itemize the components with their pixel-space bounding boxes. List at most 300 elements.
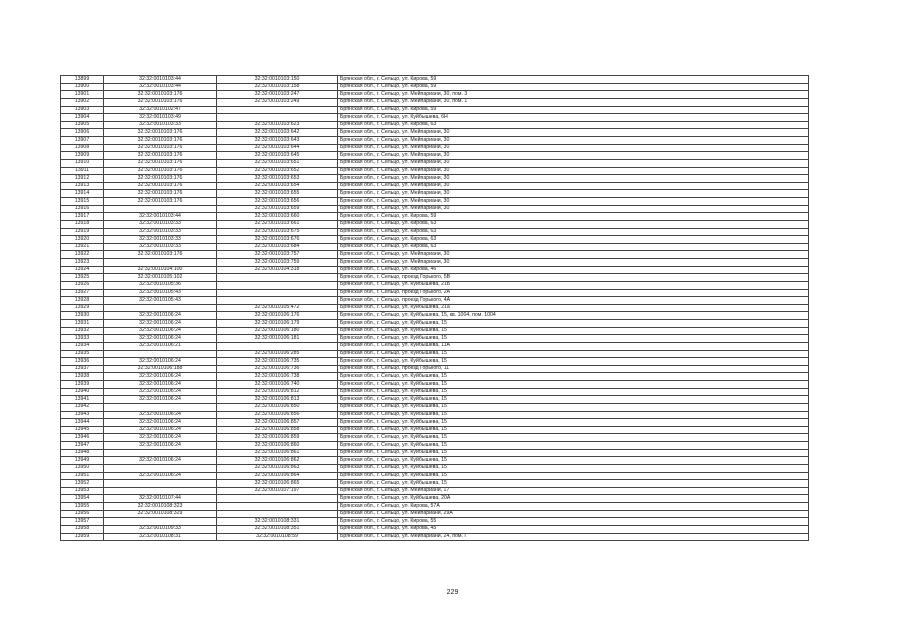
address-cell: Брянская обл., г. Сельцо, проезд Горького, 5В [338,274,809,282]
table-row [61,495,809,503]
address-cell: Брянская обл., г. Сельцо, ул. Куйбышева, 15 [338,373,809,381]
address-cell: Брянская обл., г. Сельцо, ул. Мейпариани, 30 [338,129,809,137]
address-cell: Брянская обл., г. Сельцо, ул. Куйбышева, 20А [338,495,809,503]
land-cadastral-number-cell [104,304,217,312]
row-number-cell: 13931 [61,320,104,328]
table-row [61,503,809,511]
row-number-cell: 13915 [61,198,104,206]
table-row [61,152,809,160]
table-row [61,464,809,472]
row-number-cell: 13926 [61,281,104,289]
land-cadastral-number-cell: 32:32:0010107:44 [104,495,217,503]
land-cadastral-number-cell: 32:32:0010106:21 [104,342,217,350]
table-row [61,480,809,488]
land-cadastral-number-cell: 32:32:0010106:24 [104,320,217,328]
table-body [61,76,809,541]
table-row [61,159,809,167]
table-row [61,426,809,434]
address-cell: Брянская обл., г. Сельцо, ул. Куйбышева, 15 [338,472,809,480]
page-number: 229 [446,589,459,596]
row-number-cell: 13949 [61,457,104,465]
object-cadastral-number-cell: 32:32:0010108:351 [217,525,338,533]
land-cadastral-number-cell: 32:32:0010103:44 [104,83,217,91]
object-cadastral-number-cell: 32:32:0010108:59 [217,533,338,541]
object-cadastral-number-cell [217,106,338,114]
address-cell: Брянская обл., г. Сельцо, ул. Кирова, 63 [338,220,809,228]
table-row [61,350,809,358]
row-number-cell: 13932 [61,327,104,335]
object-cadastral-number-cell: 32:32:0010103:158 [217,83,338,91]
row-number-cell: 13930 [61,312,104,320]
table-row [61,297,809,305]
object-cadastral-number-cell [217,297,338,305]
row-number-cell: 13952 [61,480,104,488]
object-cadastral-number-cell: 32:32:0010106:181 [217,335,338,343]
row-number-cell: 13928 [61,297,104,305]
land-cadastral-number-cell: 32:32:0010103:176 [104,91,217,99]
address-cell: Брянская обл., г. Сельцо, ул. Мейпариани, 30 [338,175,809,183]
land-cadastral-number-cell: 32:32:0010104:100 [104,266,217,274]
object-cadastral-number-cell [217,342,338,350]
row-number-cell: 13907 [61,137,104,145]
row-number-cell: 13957 [61,518,104,526]
address-cell: Брянская обл., г. Сельцо, ул. Куйбышева, 15 [338,335,809,343]
land-cadastral-number-cell: 32:32:0010108:31 [104,533,217,541]
address-cell: Брянская обл., г. Сельцо, ул. Мейпариани, 30 [338,137,809,145]
table-row [61,91,809,99]
row-number-cell: 13929 [61,304,104,312]
address-cell: Брянская обл., г. Сельцо, ул. Куйбышева, 15 [338,381,809,389]
object-cadastral-number-cell: 32:32:0010103:642 [217,129,338,137]
object-cadastral-number-cell: 32:32:0010106:740 [217,381,338,389]
address-cell: Брянская обл., г. Сельцо, ул. Мейпариани, 30 [338,152,809,160]
row-number-cell: 13946 [61,434,104,442]
table-row [61,419,809,427]
table-row [61,518,809,526]
table-row [61,106,809,114]
row-number-cell: 13906 [61,129,104,137]
row-number-cell: 13913 [61,182,104,190]
object-cadastral-number-cell [217,114,338,122]
table-row [61,457,809,465]
object-cadastral-number-cell: 32:32:0010103:676 [217,236,338,244]
address-cell: Брянская обл., г. Сельцо, проезд Горького, 2А [338,289,809,297]
land-cadastral-number-cell: 32:32:0010106:24 [104,419,217,427]
address-cell: Брянская обл., г. Сельцо, ул. Куйбышева, 15 [338,457,809,465]
address-cell: Брянская обл., г. Сельцо, ул. Куйбышева, 15 [338,403,809,411]
row-number-cell: 13914 [61,190,104,198]
data-table [60,75,809,541]
land-cadastral-number-cell: 32:32:0010103:44 [104,213,217,221]
land-cadastral-number-cell: 32:32:0010106:188 [104,365,217,373]
row-number-cell: 13902 [61,98,104,106]
land-cadastral-number-cell [104,518,217,526]
row-number-cell: 13924 [61,266,104,274]
object-cadastral-number-cell: 32:32:0010106:865 [217,480,338,488]
address-cell: Брянская обл., г. Сельцо, ул. Кирова, 46 [338,266,809,274]
land-cadastral-number-cell: 32:32:0010106:24 [104,373,217,381]
land-cadastral-number-cell: 32:32:0010103:176 [104,251,217,259]
table-row [61,289,809,297]
object-cadastral-number-cell: 32:32:0010106:180 [217,327,338,335]
land-cadastral-number-cell [104,205,217,213]
row-number-cell: 13953 [61,487,104,495]
table-row [61,236,809,244]
row-number-cell: 13905 [61,121,104,129]
land-cadastral-number-cell: 32:32:0010103:33 [104,121,217,129]
land-cadastral-number-cell: 32:32:0010103:33 [104,243,217,251]
object-cadastral-number-cell: 32:32:0010103:661 [217,220,338,228]
address-cell: Брянская обл., г. Сельцо, ул. Мейпариани, 30, пом. 3 [338,91,809,99]
land-cadastral-number-cell: 32:32:0010106:24 [104,381,217,389]
table-row [61,76,809,84]
table-row [61,365,809,373]
row-number-cell: 13918 [61,220,104,228]
row-number-cell: 13945 [61,426,104,434]
table-row [61,487,809,495]
address-cell: Брянская обл., г. Сельцо, ул. Куйбышева, 15 [338,411,809,419]
land-cadastral-number-cell: 32:32:0010109:33 [104,525,217,533]
object-cadastral-number-cell: 32:32:0010103:247 [217,91,338,99]
land-cadastral-number-cell: 32:32:0010106:24 [104,426,217,434]
object-cadastral-number-cell [217,495,338,503]
table-row [61,182,809,190]
row-number-cell: 13935 [61,350,104,358]
row-number-cell: 13917 [61,213,104,221]
address-cell: Брянская обл., г. Сельцо, ул. Кирова, 63 [338,228,809,236]
row-number-cell: 13904 [61,114,104,122]
object-cadastral-number-cell: 32:32:0010106:857 [217,419,338,427]
address-cell: Брянская обл., г. Сельцо, ул. Куйбышева, 15 [338,419,809,427]
land-cadastral-number-cell: 32:32:0010106:24 [104,312,217,320]
object-cadastral-number-cell: 32:32:0010106:859 [217,434,338,442]
land-cadastral-number-cell [104,487,217,495]
land-cadastral-number-cell: 32:32:0010103:176 [104,137,217,145]
row-number-cell: 13956 [61,510,104,518]
row-number-cell: 13947 [61,442,104,450]
object-cadastral-number-cell: 32:32:0010103:659 [217,205,338,213]
address-cell: Брянская обл., г. Сельцо, ул. Мейпариани, 30 [338,205,809,213]
address-cell: Брянская обл., г. Сельцо, ул. Куйбышева, 15 [338,327,809,335]
row-number-cell: 13912 [61,175,104,183]
table-row [61,213,809,221]
table-row [61,190,809,198]
row-number-cell: 13948 [61,449,104,457]
table-row [61,83,809,91]
address-cell: Брянская обл., г. Сельцо, ул. Мейпариани, 30 [338,167,809,175]
address-cell: Брянская обл., г. Сельцо, ул. Мейпариани, 30 [338,144,809,152]
row-number-cell: 13933 [61,335,104,343]
address-cell: Брянская обл., г. Сельцо, ул. Куйбышева, 15 [338,358,809,366]
object-cadastral-number-cell: 32:32:0010103:654 [217,182,338,190]
table-row [61,373,809,381]
address-cell: Брянская обл., г. Сельцо, ул. Куйбышева, 15 [338,449,809,457]
table-row [61,266,809,274]
address-cell: Брянская обл., г. Сельцо, ул. Кирова, 59 [338,106,809,114]
address-cell: Брянская обл., г. Сельцо, ул. Куйбышева, 15 [338,480,809,488]
object-cadastral-number-cell: 32:32:0010106:856 [217,411,338,419]
row-number-cell: 13955 [61,503,104,511]
land-cadastral-number-cell: 32:32:0010103:176 [104,198,217,206]
object-cadastral-number-cell: 32:32:0010103:645 [217,152,338,160]
address-cell: Брянская обл., г. Сельцо, ул. Кирова, 57А [338,503,809,511]
address-cell: Брянская обл., г. Сельцо, ул. Кирова, 55 [338,518,809,526]
row-number-cell: 13921 [61,243,104,251]
row-number-cell: 13925 [61,274,104,282]
address-cell: Брянская обл., г. Сельцо, ул. Мейпариани, 30 [338,190,809,198]
object-cadastral-number-cell: 32:32:0010103:656 [217,198,338,206]
table-row [61,281,809,289]
object-cadastral-number-cell [217,510,338,518]
object-cadastral-number-cell: 32:32:0010103:249 [217,98,338,106]
land-cadastral-number-cell: 32:32:0010106:24 [104,327,217,335]
object-cadastral-number-cell [217,289,338,297]
table-row [61,251,809,259]
row-number-cell: 13911 [61,167,104,175]
address-cell: Брянская обл., г. Сельцо, ул. Куйбышева, 15 [338,396,809,404]
address-cell: Брянская обл., г. Сельцо, ул. Куйбышева, 11А [338,342,809,350]
row-number-cell: 13959 [61,533,104,541]
object-cadastral-number-cell: 32:32:0010103:652 [217,167,338,175]
address-cell: Брянская обл., г. Сельцо, ул. Куйбышева, 15 [338,426,809,434]
row-number-cell: 13903 [61,106,104,114]
table-row [61,388,809,396]
table-row [61,472,809,480]
object-cadastral-number-cell: 32:32:0010106:812 [217,388,338,396]
object-cadastral-number-cell: 32:32:0010107:197 [217,487,338,495]
address-cell: Брянская обл., г. Сельцо, ул. Мейпариани, 30 [338,251,809,259]
table-row [61,327,809,335]
row-number-cell: 13910 [61,159,104,167]
row-number-cell: 13942 [61,403,104,411]
object-cadastral-number-cell: 32:32:0010106:176 [217,312,338,320]
row-number-cell: 13944 [61,419,104,427]
land-cadastral-number-cell: 32:32:0010103:176 [104,190,217,198]
object-cadastral-number-cell: 32:32:0010103:651 [217,159,338,167]
object-cadastral-number-cell: 32:32:0010106:850 [217,403,338,411]
table-row [61,198,809,206]
row-number-cell: 13941 [61,396,104,404]
address-cell: Брянская обл., г. Сельцо, ул. Куйбышева, 15 [338,350,809,358]
address-cell: Брянская обл., г. Сельцо, ул. Кирова, 59 [338,76,809,84]
row-number-cell: 13943 [61,411,104,419]
address-cell: Брянская обл., г. Сельцо, ул. Куйбышева, 15 [338,388,809,396]
row-number-cell: 13916 [61,205,104,213]
table-row [61,175,809,183]
address-cell: Брянская обл., г. Сельцо, ул. Мейпариани, 30 [338,259,809,267]
land-cadastral-number-cell [104,350,217,358]
address-cell: Брянская обл., г. Сельцо, ул. Мейпариани, 24, пом. I [338,533,809,541]
row-number-cell: 13927 [61,289,104,297]
table-row [61,129,809,137]
land-cadastral-number-cell: 32:32:0010105:43 [104,297,217,305]
address-cell: Брянская обл., г. Сельцо, ул. Куйбышева, 15 [338,442,809,450]
table-row [61,449,809,457]
land-cadastral-number-cell: 32:32:0010106:24 [104,396,217,404]
table-row [61,304,809,312]
land-cadastral-number-cell [104,480,217,488]
object-cadastral-number-cell: 32:32:0010106:736 [217,365,338,373]
object-cadastral-number-cell: 32:32:0010106:285 [217,350,338,358]
row-number-cell: 13958 [61,525,104,533]
object-cadastral-number-cell: 32:32:0010106:735 [217,358,338,366]
table-row [61,114,809,122]
address-cell: Брянская обл., г. Сельцо, ул. Куйбышева, 15 [338,464,809,472]
address-cell: Брянская обл., г. Сельцо, ул. Мейпариани, 17 [338,487,809,495]
table-row [61,442,809,450]
table-row [61,312,809,320]
land-cadastral-number-cell [104,403,217,411]
address-cell: Брянская обл., г. Сельцо, ул. Мейпариани, 30 [338,198,809,206]
table-row [61,381,809,389]
address-cell: Брянская обл., г. Сельцо, проезд Горького, 4А [338,297,809,305]
table-row [61,167,809,175]
table-row [61,228,809,236]
land-cadastral-number-cell: 32:32:0010106:24 [104,457,217,465]
land-cadastral-number-cell: 32:32:0010106:24 [104,335,217,343]
land-cadastral-number-cell: 32:32:0010103:176 [104,159,217,167]
land-cadastral-number-cell: 32:32:0010106:24 [104,434,217,442]
land-cadastral-number-cell: 32:32:0010108:329 [104,510,217,518]
object-cadastral-number-cell [217,274,338,282]
land-cadastral-number-cell [104,449,217,457]
land-cadastral-number-cell: 32:32:0010105:102 [104,274,217,282]
object-cadastral-number-cell: 32:32:0010103:675 [217,228,338,236]
table-row [61,320,809,328]
address-cell: Брянская обл., г. Сельцо, ул. Куйбышева, 15, кв. 1004, пом. 1004 [338,312,809,320]
table-row [61,403,809,411]
row-number-cell: 13936 [61,358,104,366]
land-cadastral-number-cell: 32:32:0010103:33 [104,220,217,228]
row-number-cell: 13951 [61,472,104,480]
row-number-cell: 13908 [61,144,104,152]
table-row [61,243,809,251]
object-cadastral-number-cell: 32:32:0010106:813 [217,396,338,404]
row-number-cell: 13950 [61,464,104,472]
object-cadastral-number-cell: 32:32:0010106:738 [217,373,338,381]
table-row [61,533,809,541]
table-row [61,121,809,129]
row-number-cell: 13937 [61,365,104,373]
object-cadastral-number-cell: 32:32:0010103:660 [217,213,338,221]
table-row [61,205,809,213]
object-cadastral-number-cell: 32:32:0010106:862 [217,457,338,465]
object-cadastral-number-cell: 32:32:0010103:655 [217,190,338,198]
row-number-cell: 13954 [61,495,104,503]
table-row [61,411,809,419]
land-cadastral-number-cell: 32:32:0010103:33 [104,228,217,236]
land-cadastral-number-cell: 32:32:0010106:24 [104,442,217,450]
object-cadastral-number-cell: 32:32:0010103:150 [217,76,338,84]
object-cadastral-number-cell [217,281,338,289]
object-cadastral-number-cell: 32:32:0010103:759 [217,259,338,267]
land-cadastral-number-cell: 32:32:0010103:176 [104,175,217,183]
row-number-cell: 13909 [61,152,104,160]
land-cadastral-number-cell: 32:32:0010103:44 [104,76,217,84]
table-row [61,434,809,442]
object-cadastral-number-cell: 32:32:0010106:860 [217,442,338,450]
land-cadastral-number-cell: 32:32:0010103:176 [104,98,217,106]
table-row [61,335,809,343]
row-number-cell: 13900 [61,83,104,91]
table-row [61,274,809,282]
object-cadastral-number-cell: 32:32:0010106:863 [217,464,338,472]
land-cadastral-number-cell: 32:32:0010108:323 [104,503,217,511]
land-cadastral-number-cell [104,259,217,267]
land-cadastral-number-cell: 32:32:0010106:24 [104,388,217,396]
table-row [61,98,809,106]
land-cadastral-number-cell: 32:32:0010106:24 [104,411,217,419]
land-cadastral-number-cell: 32:32:0010103:176 [104,152,217,160]
object-cadastral-number-cell: 32:32:0010106:858 [217,426,338,434]
address-cell: Брянская обл., г. Сельцо, ул. Кирова, 59 [338,213,809,221]
object-cadastral-number-cell: 32:32:0010103:644 [217,144,338,152]
address-cell: Брянская обл., г. Сельцо, ул. Мейпариани, 30, пом. 1 [338,98,809,106]
table-row [61,510,809,518]
table-row [61,342,809,350]
object-cadastral-number-cell: 32:32:0010103:643 [217,137,338,145]
object-cadastral-number-cell: 32:32:0010106:864 [217,472,338,480]
object-cadastral-number-cell: 32:32:0010108:331 [217,518,338,526]
address-cell: Брянская обл., г. Сельцо, ул. Куйбышева, 15 [338,320,809,328]
table-row [61,259,809,267]
table-row [61,396,809,404]
address-cell: Брянская обл., г. Сельцо, ул. Куйбышева, 21а [338,304,809,312]
object-cadastral-number-cell: 32:32:0010105:472 [217,304,338,312]
address-cell: Брянская обл., г. Сельцо, ул. Куйбышева, 21Б [338,281,809,289]
object-cadastral-number-cell: 32:32:0010104:318 [217,266,338,274]
address-cell: Брянская обл., г. Сельцо, ул. Куйбышева, 15 [338,434,809,442]
land-cadastral-number-cell: 32:32:0010106:24 [104,358,217,366]
table-row [61,358,809,366]
address-cell: Брянская обл., г. Сельцо, ул. Кирова, 45 [338,525,809,533]
land-cadastral-number-cell: 32:32:0010105:36 [104,281,217,289]
land-cadastral-number-cell: 32:32:0010106:24 [104,472,217,480]
address-cell: Брянская обл., г. Сельцо, ул. Кирова, 59 [338,83,809,91]
row-number-cell: 13939 [61,381,104,389]
land-cadastral-number-cell [104,464,217,472]
land-cadastral-number-cell: 32:32:0010103:176 [104,144,217,152]
land-cadastral-number-cell: 32:32:0010102:47 [104,106,217,114]
address-cell: Брянская обл., г. Сельцо, ул. Кирова, 63 [338,243,809,251]
table-row [61,144,809,152]
address-cell: Брянская обл., г. Сельцо, ул. Мейпариани, 30 [338,182,809,190]
object-cadastral-number-cell: 32:32:0010103:684 [217,243,338,251]
row-number-cell: 13922 [61,251,104,259]
address-cell: Брянская обл., г. Сельцо, ул. Мейпариани, 30 [338,159,809,167]
land-cadastral-number-cell: 32:32:0010103:49 [104,114,217,122]
row-number-cell: 13899 [61,76,104,84]
object-cadastral-number-cell: 32:32:0010103:623 [217,121,338,129]
table-row [61,137,809,145]
address-cell: Брянская обл., г. Сельцо, ул. Кирова, 63 [338,236,809,244]
land-cadastral-number-cell: 32:32:0010103:176 [104,182,217,190]
object-cadastral-number-cell: 32:32:0010106:179 [217,320,338,328]
land-cadastral-number-cell: 32:32:0010103:33 [104,236,217,244]
object-cadastral-number-cell: 32:32:0010103:653 [217,175,338,183]
row-number-cell: 13920 [61,236,104,244]
address-cell: Брянская обл., г. Сельцо, ул. Кирова, 63 [338,121,809,129]
land-cadastral-number-cell: 32:32:0010103:176 [104,129,217,137]
object-cadastral-number-cell: 32:32:0010106:861 [217,449,338,457]
address-cell: Брянская обл., г. Сельцо, ул. Куйбышева, 6Н [338,114,809,122]
table-row [61,220,809,228]
row-number-cell: 13923 [61,259,104,267]
address-cell: Брянская обл., г. Сельцо, ул. Мейпариани, 29А [338,510,809,518]
land-cadastral-number-cell: 32:32:0010105:43 [104,289,217,297]
object-cadastral-number-cell [217,503,338,511]
row-number-cell: 13919 [61,228,104,236]
